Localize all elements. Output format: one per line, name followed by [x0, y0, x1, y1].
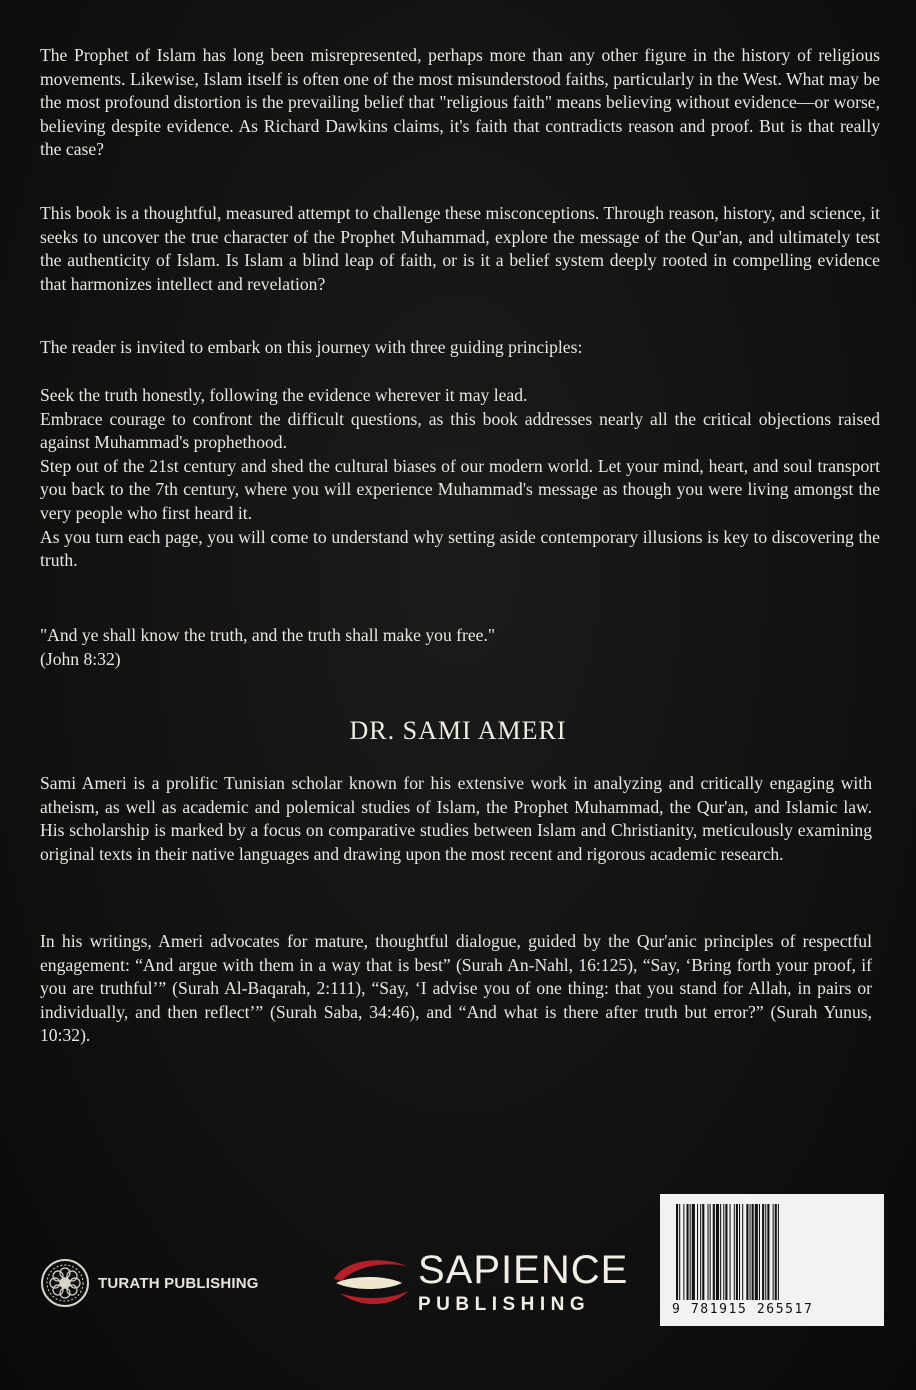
sapience-swoosh-icon — [330, 1253, 412, 1313]
isbn-digits: 9 781915 265517 — [672, 1302, 814, 1317]
description-text-2: This book is a thoughtful, measured attempt to challenge these misconceptions. Through reason, history, and science, it seeks to uncover the true character of the Prophet Muhammad, explore the message of the Qur'an, and ultimately test the authenticity of Islam. Is Islam a blind leap of faith, or is it a belief system deeply rooted in compelling evidence that harmonizes intellect and revelation? — [40, 203, 880, 294]
barcode-bar — [736, 1204, 738, 1300]
turath-seal-icon — [40, 1258, 90, 1308]
sapience-publishing-logo — [330, 1248, 628, 1318]
turath-publishing-logo — [40, 1257, 259, 1309]
description-paragraph-2 — [40, 202, 880, 296]
barcode-bar — [775, 1204, 777, 1300]
barcode-bar — [676, 1204, 678, 1300]
barcode-bar — [725, 1204, 727, 1300]
quote-citation: (John 8:32) — [40, 648, 121, 669]
author-bio-text-2: In his writings, Ameri advocates for mature, thoughtful dialogue, guided by the Qur'anic principles of respectful engagement: “And argue with them in a way that is best” (Surah An-Nahl, 16:125), “Say, ‘Bring forth your proof, if you are truthful’” (Surah Al-Baqarah, 2:111), “Say, ‘I advise you of one thing: that you stand for Allah, in pairs or individually, and then reflect’” (Surah Saba, 34:46), and “And what is there after truth but error?” (Surah Yunus, 10:32). — [40, 931, 872, 1046]
principle-1: Seek the truth honestly, following the evidence wherever it may lead. — [40, 385, 528, 405]
barcode-bar — [759, 1204, 760, 1300]
barcode-bar — [734, 1204, 735, 1300]
barcode-bar — [708, 1204, 709, 1300]
barcode-bar — [710, 1204, 711, 1300]
barcode-bar — [700, 1204, 701, 1300]
author-bio-paragraph-1 — [40, 772, 872, 866]
guiding-principles — [40, 384, 880, 573]
principle-3: Step out of the 21st century and shed the cultural biases of our modern world. Let your mind, heart, and soul transport you back to the 7th century, where you will experience Muhammad's message as though you were living amongst the very people who first heard it. — [40, 455, 880, 523]
barcode-bar — [716, 1204, 719, 1300]
description-text-3: The reader is invited to embark on this journey with three guiding principles: — [40, 337, 583, 357]
barcode-bar — [697, 1204, 698, 1300]
barcode-bar — [742, 1204, 743, 1300]
barcode-bar — [773, 1204, 774, 1300]
barcode-bars — [672, 1204, 872, 1300]
barcode-bar — [692, 1204, 695, 1300]
author-heading: DR. SAMI AMERI — [349, 716, 567, 745]
barcode-bar — [762, 1204, 764, 1300]
barcode-bar — [683, 1204, 684, 1300]
barcode-bar — [739, 1204, 740, 1300]
description-text-1: The Prophet of Islam has long been misrepresented, perhaps more than any other figure in the history of religious movements. Likewise, Islam itself is often one of the most misunderstood faiths, particularly in the West. What may be the most profound distortion is the prevailing belief that "religious faith" means believing without evidence—or worse, believing despite evidence. As Richard Dawkins claims, it's faith that contradicts reason and proof. But is that really the case? — [40, 45, 880, 160]
barcode-bar — [752, 1204, 754, 1300]
barcode-bar — [713, 1204, 715, 1300]
description-paragraph-3 — [40, 336, 880, 360]
barcode-bar — [746, 1204, 748, 1300]
quote-text: "And ye shall know the truth, and the truth shall make you free." — [40, 625, 496, 645]
sapience-wordmark — [418, 1250, 628, 1316]
author-bio-paragraph-2 — [40, 930, 872, 1048]
barcode-bar — [723, 1204, 724, 1300]
barcode-bar — [679, 1204, 680, 1300]
barcode-bar — [750, 1204, 751, 1300]
barcode-bar — [765, 1204, 766, 1300]
turath-name: TURATH PUBLISHING — [98, 1274, 259, 1292]
sapience-title: SAPIENCE — [418, 1248, 629, 1292]
sapience-subtitle: PUBLISHING — [418, 1294, 591, 1315]
author-bio-text-1: Sami Ameri is a prolific Tunisian scholar known for his extensive work in analyzing and critically engaging with atheism, as well as academic and polemical studies of Islam, the Prophet Muhammad, the Qur'an, and Islamic law. His scholarship is marked by a focus on comparative studies between Islam and Christianity, meticulously examining original texts in their native languages and drawing upon the most recent and rigorous academic research. — [40, 773, 872, 864]
barcode-bar — [755, 1204, 758, 1300]
barcode-bar — [778, 1204, 779, 1300]
barcode-bar — [687, 1204, 689, 1300]
barcode-bar — [720, 1204, 721, 1300]
barcode-bar — [702, 1204, 704, 1300]
principle-4: As you turn each page, you will come to understand why setting aside contemporary illusions is key to discovering the truth. — [40, 526, 880, 571]
barcode-bar — [730, 1204, 731, 1300]
barcode-bar — [767, 1204, 769, 1300]
principle-2: Embrace courage to confront the difficult questions, as this book addresses nearly all the critical objections raised against Muhammad's prophethood. — [40, 408, 880, 453]
bible-quote — [40, 624, 880, 671]
description-paragraph-1 — [40, 44, 880, 162]
barcode-bar — [690, 1204, 691, 1300]
isbn-barcode — [660, 1194, 884, 1326]
